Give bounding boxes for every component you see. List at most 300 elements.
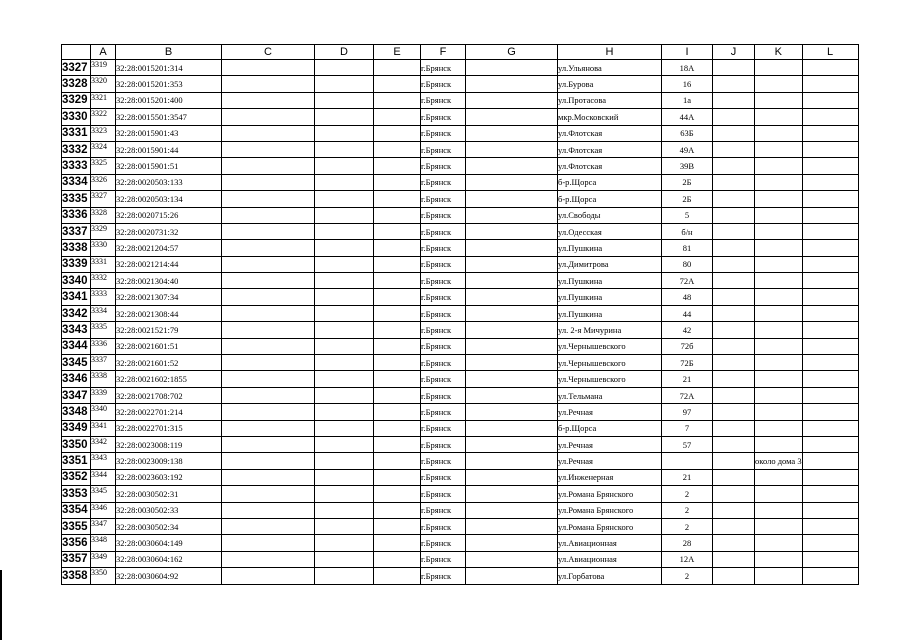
cell-a[interactable]: 3342 [91, 436, 116, 452]
cell-e[interactable] [374, 76, 421, 92]
row-number[interactable]: 3328 [62, 76, 91, 92]
cell-street[interactable]: ул.Чернышевского [558, 371, 662, 387]
row-number[interactable]: 3336 [62, 207, 91, 223]
cell-d[interactable] [315, 420, 374, 436]
cell-cadastral-number[interactable]: 32:28:0030604:92 [116, 568, 222, 584]
cell-street[interactable]: ул.Чернышевского [558, 338, 662, 354]
cell-d[interactable] [315, 60, 374, 76]
cell-l[interactable] [802, 355, 858, 371]
cell-g[interactable] [466, 551, 558, 567]
cell-e[interactable] [374, 92, 421, 108]
cell-g[interactable] [466, 502, 558, 518]
cell-note[interactable] [755, 60, 803, 76]
cell-cadastral-number[interactable]: 32:28:0021521:79 [116, 322, 222, 338]
cell-j[interactable] [713, 76, 755, 92]
cell-c[interactable] [222, 109, 315, 125]
cell-d[interactable] [315, 141, 374, 157]
cell-note[interactable] [755, 551, 803, 567]
cell-house-number[interactable]: 97 [662, 404, 713, 420]
cell-g[interactable] [466, 305, 558, 321]
cell-house-number[interactable]: 21 [662, 469, 713, 485]
cell-d[interactable] [315, 92, 374, 108]
cell-l[interactable] [802, 387, 858, 403]
cell-e[interactable] [374, 502, 421, 518]
cell-g[interactable] [466, 486, 558, 502]
cell-note[interactable] [755, 502, 803, 518]
cell-j[interactable] [713, 420, 755, 436]
cell-a[interactable]: 3337 [91, 355, 116, 371]
cell-house-number[interactable]: 2Б [662, 191, 713, 207]
cell-a[interactable]: 3331 [91, 256, 116, 272]
cell-l[interactable] [802, 535, 858, 551]
row-number[interactable]: 3333 [62, 158, 91, 174]
cell-g[interactable] [466, 158, 558, 174]
row-number[interactable]: 3334 [62, 174, 91, 190]
row-number[interactable]: 3331 [62, 125, 91, 141]
cell-e[interactable] [374, 158, 421, 174]
row-number[interactable]: 3347 [62, 387, 91, 403]
cell-g[interactable] [466, 420, 558, 436]
cell-street[interactable]: ул.Флотская [558, 158, 662, 174]
cell-street[interactable]: ул.Пушкина [558, 305, 662, 321]
cell-house-number[interactable]: 1а [662, 92, 713, 108]
cell-cadastral-number[interactable]: 32:28:0021601:51 [116, 338, 222, 354]
cell-e[interactable] [374, 289, 421, 305]
cell-street[interactable]: ул.Речная [558, 453, 662, 469]
cell-cadastral-number[interactable]: 32:28:0021708:702 [116, 387, 222, 403]
cell-house-number[interactable]: 72А [662, 273, 713, 289]
cell-street[interactable]: ул.Протасова [558, 92, 662, 108]
cell-d[interactable] [315, 436, 374, 452]
cell-note[interactable] [755, 305, 803, 321]
cell-g[interactable] [466, 355, 558, 371]
cell-cadastral-number[interactable]: 32:28:0021601:52 [116, 355, 222, 371]
cell-cadastral-number[interactable]: 32:28:0015201:353 [116, 76, 222, 92]
cell-note[interactable] [755, 256, 803, 272]
cell-c[interactable] [222, 256, 315, 272]
cell-j[interactable] [713, 207, 755, 223]
row-number[interactable]: 3355 [62, 518, 91, 534]
cell-g[interactable] [466, 371, 558, 387]
cell-l[interactable] [802, 322, 858, 338]
cell-c[interactable] [222, 535, 315, 551]
cell-cadastral-number[interactable]: 32:28:0015501:3547 [116, 109, 222, 125]
cell-d[interactable] [315, 338, 374, 354]
cell-house-number[interactable]: 5 [662, 207, 713, 223]
cell-d[interactable] [315, 158, 374, 174]
row-number[interactable]: 3349 [62, 420, 91, 436]
cell-c[interactable] [222, 453, 315, 469]
cell-a[interactable]: 3347 [91, 518, 116, 534]
cell-g[interactable] [466, 141, 558, 157]
cell-note[interactable] [755, 174, 803, 190]
cell-g[interactable] [466, 273, 558, 289]
cell-j[interactable] [713, 60, 755, 76]
cell-city[interactable]: г.Брянск [421, 191, 466, 207]
cell-note[interactable] [755, 420, 803, 436]
cell-j[interactable] [713, 387, 755, 403]
cell-street[interactable]: ул.Речная [558, 436, 662, 452]
cell-city[interactable]: г.Брянск [421, 568, 466, 584]
cell-l[interactable] [802, 223, 858, 239]
cell-l[interactable] [802, 191, 858, 207]
cell-c[interactable] [222, 60, 315, 76]
cell-l[interactable] [802, 125, 858, 141]
cell-house-number[interactable]: 2 [662, 518, 713, 534]
cell-note[interactable] [755, 436, 803, 452]
cell-street[interactable]: ул.Флотская [558, 141, 662, 157]
cell-street[interactable]: б-р.Щорса [558, 174, 662, 190]
cell-j[interactable] [713, 535, 755, 551]
cell-g[interactable] [466, 92, 558, 108]
cell-d[interactable] [315, 109, 374, 125]
cell-house-number[interactable]: 39В [662, 158, 713, 174]
cell-street[interactable]: ул.Горбатова [558, 568, 662, 584]
cell-g[interactable] [466, 60, 558, 76]
cell-cadastral-number[interactable]: 32:28:0030502:34 [116, 518, 222, 534]
row-number[interactable]: 3340 [62, 273, 91, 289]
cell-d[interactable] [315, 387, 374, 403]
cell-d[interactable] [315, 174, 374, 190]
cell-g[interactable] [466, 322, 558, 338]
cell-j[interactable] [713, 158, 755, 174]
cell-city[interactable]: г.Брянск [421, 420, 466, 436]
row-number[interactable]: 3342 [62, 305, 91, 321]
cell-city[interactable]: г.Брянск [421, 387, 466, 403]
cell-street[interactable]: ул.Чернышевского [558, 355, 662, 371]
cell-cadastral-number[interactable]: 32:28:0030604:162 [116, 551, 222, 567]
cell-l[interactable] [802, 92, 858, 108]
cell-city[interactable]: г.Брянск [421, 158, 466, 174]
cell-a[interactable]: 3339 [91, 387, 116, 403]
cell-note[interactable] [755, 338, 803, 354]
cell-j[interactable] [713, 125, 755, 141]
cell-l[interactable] [802, 141, 858, 157]
cell-note[interactable] [755, 568, 803, 584]
cell-house-number[interactable]: 28 [662, 535, 713, 551]
cell-house-number[interactable]: 63Б [662, 125, 713, 141]
cell-house-number[interactable]: 72Б [662, 355, 713, 371]
cell-a[interactable]: 3334 [91, 305, 116, 321]
cell-house-number[interactable]: 44А [662, 109, 713, 125]
cell-e[interactable] [374, 568, 421, 584]
cell-city[interactable]: г.Брянск [421, 207, 466, 223]
cell-e[interactable] [374, 387, 421, 403]
cell-a[interactable]: 3330 [91, 240, 116, 256]
cell-e[interactable] [374, 273, 421, 289]
cell-note[interactable] [755, 207, 803, 223]
cell-l[interactable] [802, 109, 858, 125]
cell-c[interactable] [222, 305, 315, 321]
row-number[interactable]: 3352 [62, 469, 91, 485]
row-number[interactable]: 3338 [62, 240, 91, 256]
cell-note[interactable] [755, 371, 803, 387]
cell-house-number[interactable]: 2 [662, 486, 713, 502]
cell-street[interactable]: ул.Пушкина [558, 289, 662, 305]
row-number[interactable]: 3332 [62, 141, 91, 157]
cell-a[interactable]: 3323 [91, 125, 116, 141]
cell-l[interactable] [802, 568, 858, 584]
cell-cadastral-number[interactable]: 32:28:0023603:192 [116, 469, 222, 485]
cell-cadastral-number[interactable]: 32:28:0023009:138 [116, 453, 222, 469]
cell-j[interactable] [713, 518, 755, 534]
cell-a[interactable]: 3322 [91, 109, 116, 125]
cell-c[interactable] [222, 551, 315, 567]
cell-l[interactable] [802, 273, 858, 289]
cell-l[interactable] [802, 60, 858, 76]
cell-house-number[interactable]: 2 [662, 502, 713, 518]
cell-d[interactable] [315, 355, 374, 371]
row-number[interactable]: 3358 [62, 568, 91, 584]
cell-cadastral-number[interactable]: 32:28:0021304:40 [116, 273, 222, 289]
cell-house-number[interactable]: 21 [662, 371, 713, 387]
cell-cadastral-number[interactable]: 32:28:0015201:314 [116, 60, 222, 76]
cell-e[interactable] [374, 436, 421, 452]
cell-g[interactable] [466, 256, 558, 272]
cell-note[interactable] [755, 240, 803, 256]
cell-c[interactable] [222, 240, 315, 256]
cell-house-number[interactable]: 2Б [662, 174, 713, 190]
cell-street[interactable]: ул.Пушкина [558, 273, 662, 289]
cell-street[interactable]: ул.Флотская [558, 125, 662, 141]
row-number[interactable]: 3348 [62, 404, 91, 420]
cell-d[interactable] [315, 568, 374, 584]
cell-house-number[interactable]: 18А [662, 60, 713, 76]
cell-street[interactable]: ул.Речная [558, 404, 662, 420]
cell-c[interactable] [222, 371, 315, 387]
cell-c[interactable] [222, 404, 315, 420]
cell-note[interactable]: около дома 3 [755, 453, 803, 469]
cell-street[interactable]: ул.Ульянова [558, 60, 662, 76]
cell-house-number[interactable]: 2 [662, 568, 713, 584]
cell-g[interactable] [466, 469, 558, 485]
cell-g[interactable] [466, 76, 558, 92]
cell-city[interactable]: г.Брянск [421, 469, 466, 485]
cell-city[interactable]: г.Брянск [421, 371, 466, 387]
cell-a[interactable]: 3326 [91, 174, 116, 190]
cell-a[interactable]: 3319 [91, 60, 116, 76]
cell-j[interactable] [713, 355, 755, 371]
cell-c[interactable] [222, 322, 315, 338]
cell-city[interactable]: г.Брянск [421, 174, 466, 190]
cell-street[interactable]: ул.Романа Брянского [558, 486, 662, 502]
cell-house-number[interactable] [662, 453, 713, 469]
cell-g[interactable] [466, 518, 558, 534]
row-number[interactable]: 3357 [62, 551, 91, 567]
cell-d[interactable] [315, 207, 374, 223]
cell-note[interactable] [755, 158, 803, 174]
cell-cadastral-number[interactable]: 32:28:0021214:44 [116, 256, 222, 272]
cell-a[interactable]: 3345 [91, 486, 116, 502]
cell-c[interactable] [222, 420, 315, 436]
cell-cadastral-number[interactable]: 32:28:0021602:1855 [116, 371, 222, 387]
row-number[interactable]: 3341 [62, 289, 91, 305]
cell-j[interactable] [713, 322, 755, 338]
cell-c[interactable] [222, 207, 315, 223]
cell-j[interactable] [713, 502, 755, 518]
cell-d[interactable] [315, 535, 374, 551]
cell-l[interactable] [802, 502, 858, 518]
cell-street[interactable]: ул.Бурова [558, 76, 662, 92]
cell-city[interactable]: г.Брянск [421, 256, 466, 272]
cell-c[interactable] [222, 502, 315, 518]
cell-city[interactable]: г.Брянск [421, 551, 466, 567]
cell-d[interactable] [315, 502, 374, 518]
cell-j[interactable] [713, 109, 755, 125]
cell-c[interactable] [222, 141, 315, 157]
cell-c[interactable] [222, 125, 315, 141]
cell-d[interactable] [315, 404, 374, 420]
row-number[interactable]: 3327 [62, 60, 91, 76]
row-number[interactable]: 3351 [62, 453, 91, 469]
cell-cadastral-number[interactable]: 32:28:0023008:119 [116, 436, 222, 452]
cell-e[interactable] [374, 551, 421, 567]
cell-e[interactable] [374, 109, 421, 125]
cell-g[interactable] [466, 191, 558, 207]
cell-l[interactable] [802, 289, 858, 305]
cell-cadastral-number[interactable]: 32:28:0021307:34 [116, 289, 222, 305]
cell-a[interactable]: 3336 [91, 338, 116, 354]
cell-e[interactable] [374, 371, 421, 387]
cell-house-number[interactable]: б/н [662, 223, 713, 239]
cell-note[interactable] [755, 387, 803, 403]
row-number[interactable]: 3343 [62, 322, 91, 338]
cell-g[interactable] [466, 338, 558, 354]
cell-e[interactable] [374, 60, 421, 76]
cell-city[interactable]: г.Брянск [421, 223, 466, 239]
row-number[interactable]: 3337 [62, 223, 91, 239]
cell-j[interactable] [713, 453, 755, 469]
cell-c[interactable] [222, 76, 315, 92]
cell-city[interactable]: г.Брянск [421, 502, 466, 518]
row-number[interactable]: 3345 [62, 355, 91, 371]
cell-street[interactable]: ул.Тельмана [558, 387, 662, 403]
cell-d[interactable] [315, 551, 374, 567]
cell-j[interactable] [713, 568, 755, 584]
cell-note[interactable] [755, 92, 803, 108]
cell-city[interactable]: г.Брянск [421, 92, 466, 108]
cell-note[interactable] [755, 191, 803, 207]
cell-city[interactable]: г.Брянск [421, 60, 466, 76]
cell-house-number[interactable]: 42 [662, 322, 713, 338]
cell-note[interactable] [755, 273, 803, 289]
cell-g[interactable] [466, 453, 558, 469]
cell-house-number[interactable]: 57 [662, 436, 713, 452]
cell-note[interactable] [755, 535, 803, 551]
cell-g[interactable] [466, 125, 558, 141]
cell-j[interactable] [713, 273, 755, 289]
cell-a[interactable]: 3320 [91, 76, 116, 92]
cell-street[interactable]: ул.Пушкина [558, 240, 662, 256]
cell-c[interactable] [222, 568, 315, 584]
cell-cadastral-number[interactable]: 32:28:0022701:315 [116, 420, 222, 436]
cell-note[interactable] [755, 109, 803, 125]
cell-a[interactable]: 3338 [91, 371, 116, 387]
cell-e[interactable] [374, 322, 421, 338]
row-number[interactable]: 3356 [62, 535, 91, 551]
cell-l[interactable] [802, 420, 858, 436]
cell-d[interactable] [315, 125, 374, 141]
cell-house-number[interactable]: 48 [662, 289, 713, 305]
cell-d[interactable] [315, 469, 374, 485]
cell-l[interactable] [802, 436, 858, 452]
cell-l[interactable] [802, 76, 858, 92]
cell-l[interactable] [802, 518, 858, 534]
cell-city[interactable]: г.Брянск [421, 338, 466, 354]
cell-c[interactable] [222, 273, 315, 289]
cell-j[interactable] [713, 551, 755, 567]
cell-l[interactable] [802, 469, 858, 485]
cell-c[interactable] [222, 191, 315, 207]
cell-cadastral-number[interactable]: 32:28:0022701:214 [116, 404, 222, 420]
cell-house-number[interactable]: 12А [662, 551, 713, 567]
cell-street[interactable]: ул.Димитрова [558, 256, 662, 272]
cell-g[interactable] [466, 240, 558, 256]
cell-l[interactable] [802, 256, 858, 272]
cell-a[interactable]: 3329 [91, 223, 116, 239]
row-number[interactable]: 3339 [62, 256, 91, 272]
cell-cadastral-number[interactable]: 32:28:0015901:44 [116, 141, 222, 157]
cell-c[interactable] [222, 486, 315, 502]
cell-e[interactable] [374, 174, 421, 190]
cell-cadastral-number[interactable]: 32:28:0030502:31 [116, 486, 222, 502]
cell-d[interactable] [315, 322, 374, 338]
cell-cadastral-number[interactable]: 32:28:0021308:44 [116, 305, 222, 321]
cell-city[interactable]: г.Брянск [421, 125, 466, 141]
cell-street[interactable]: ул.Одесская [558, 223, 662, 239]
cell-d[interactable] [315, 453, 374, 469]
cell-c[interactable] [222, 387, 315, 403]
cell-city[interactable]: г.Брянск [421, 273, 466, 289]
cell-cadastral-number[interactable]: 32:28:0030604:149 [116, 535, 222, 551]
cell-l[interactable] [802, 305, 858, 321]
cell-l[interactable] [802, 371, 858, 387]
cell-c[interactable] [222, 289, 315, 305]
cell-a[interactable]: 3348 [91, 535, 116, 551]
cell-house-number[interactable]: 44 [662, 305, 713, 321]
cell-l[interactable] [802, 240, 858, 256]
cell-city[interactable]: г.Брянск [421, 305, 466, 321]
cell-d[interactable] [315, 289, 374, 305]
cell-l[interactable] [802, 404, 858, 420]
cell-c[interactable] [222, 92, 315, 108]
cell-street[interactable]: ул. 2-я Мичурина [558, 322, 662, 338]
cell-cadastral-number[interactable]: 32:28:0030502:33 [116, 502, 222, 518]
cell-d[interactable] [315, 240, 374, 256]
cell-g[interactable] [466, 174, 558, 190]
row-number[interactable]: 3344 [62, 338, 91, 354]
cell-d[interactable] [315, 371, 374, 387]
cell-e[interactable] [374, 191, 421, 207]
cell-c[interactable] [222, 469, 315, 485]
cell-g[interactable] [466, 436, 558, 452]
cell-g[interactable] [466, 535, 558, 551]
cell-street[interactable]: б-р.Щорса [558, 191, 662, 207]
cell-g[interactable] [466, 404, 558, 420]
cell-e[interactable] [374, 338, 421, 354]
cell-street[interactable]: ул.Романа Брянского [558, 518, 662, 534]
cell-a[interactable]: 3346 [91, 502, 116, 518]
cell-e[interactable] [374, 305, 421, 321]
cell-a[interactable]: 3325 [91, 158, 116, 174]
cell-a[interactable]: 3341 [91, 420, 116, 436]
cell-g[interactable] [466, 109, 558, 125]
cell-city[interactable]: г.Брянск [421, 355, 466, 371]
cell-d[interactable] [315, 486, 374, 502]
cell-j[interactable] [713, 174, 755, 190]
cell-cadastral-number[interactable]: 32:28:0020731:32 [116, 223, 222, 239]
cell-city[interactable]: г.Брянск [421, 486, 466, 502]
